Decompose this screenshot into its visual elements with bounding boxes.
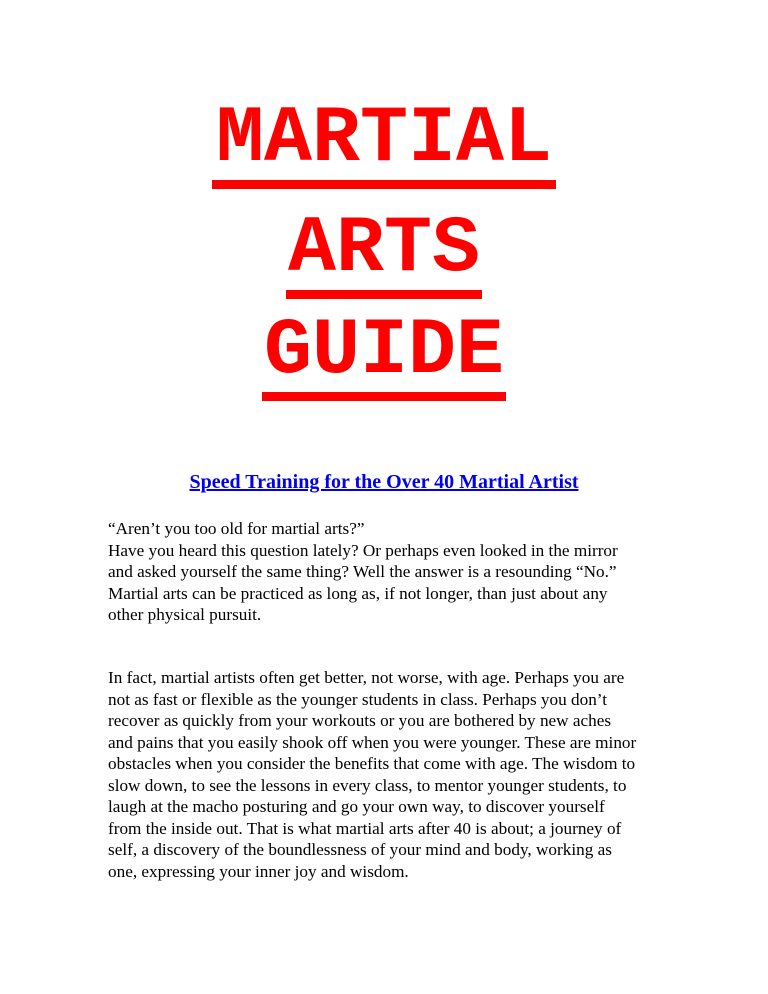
paragraph-line: In fact, martial artists often get better, not worse, with age. Perhaps you are xyxy=(108,668,625,687)
banner-line-1 xyxy=(0,94,768,189)
paragraph-line: other physical pursuit. xyxy=(108,605,262,624)
paragraph-line: Martial arts can be practiced as long as, if not longer, than just about any xyxy=(108,583,608,603)
paragraph-1 xyxy=(108,518,683,626)
paragraph-line: and asked yourself the same thing? Well the answer is a resounding “No.” xyxy=(108,562,617,581)
banner-word-martial: MARTIAL xyxy=(212,100,556,189)
paragraph-line: recover as quickly from your workouts or you are bothered by new aches xyxy=(108,711,612,730)
paragraph-line: Have you heard this question lately? Or perhaps even looked in the mirror xyxy=(108,540,618,560)
banner-line-3 xyxy=(0,306,768,401)
paragraph-line: obstacles when you consider the benefits that come with age. The wisdom to xyxy=(108,754,636,773)
paragraph-line: laugh at the macho posturing and go your own way, to discover yourself xyxy=(108,797,605,816)
paragraph-line: one, expressing your inner joy and wisdom. xyxy=(108,861,409,881)
banner-word-guide: GUIDE xyxy=(262,312,506,401)
paragraph-2 xyxy=(108,667,683,882)
paragraph-line: “Aren’t you too old for martial arts?” xyxy=(108,519,365,538)
paragraph-line: and pains that you easily shook off when you were younger. These are minor xyxy=(108,732,637,752)
article-title-link[interactable]: Speed Training for the Over 40 Martial Artist xyxy=(189,471,579,493)
banner-word-arts: ARTS xyxy=(286,210,482,299)
paragraph-line: self, a discovery of the boundlessness of your mind and body, working as xyxy=(108,840,612,859)
banner-line-2 xyxy=(0,204,768,299)
article-title xyxy=(0,471,768,494)
paragraph-line: not as fast or flexible as the younger students in class. Perhaps you don’t xyxy=(108,689,607,709)
paragraph-line: slow down, to see the lessons in every class, to mentor younger students, to xyxy=(108,775,627,795)
paragraph-line: from the inside out. That is what martial arts after 40 is about; a journey of xyxy=(108,818,622,838)
